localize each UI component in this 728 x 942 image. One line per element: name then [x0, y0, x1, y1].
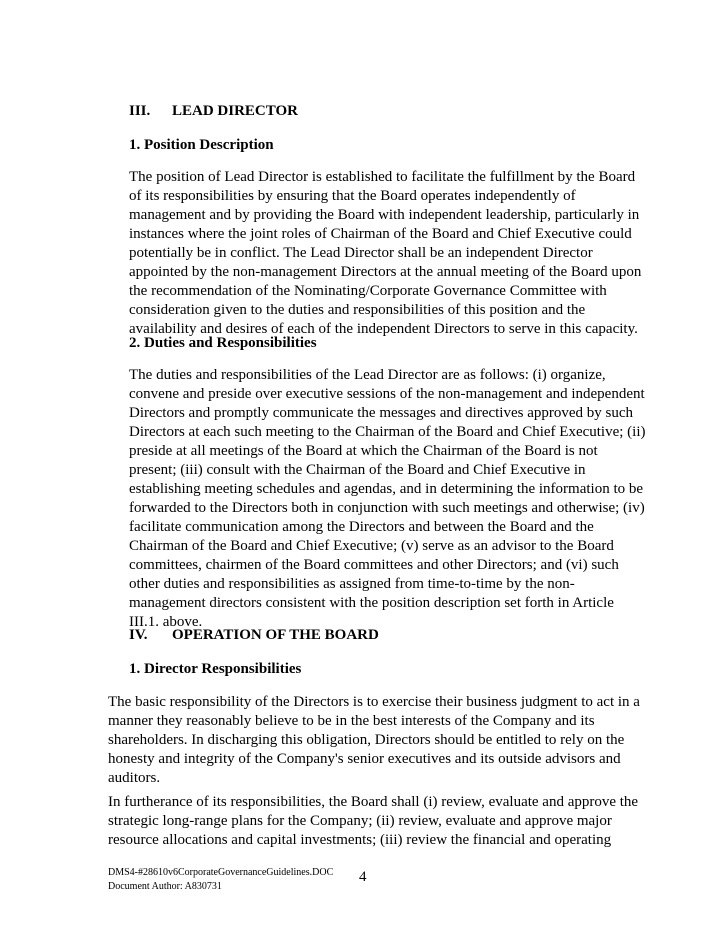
paragraph-line: In furtherance of its responsibilities, the Board shall (i) review, evaluate and approve the: [108, 794, 639, 810]
paragraph-line: the recommendation of the Nominating/Corporate Governance Committee with: [129, 283, 607, 299]
section-3-number: III.: [129, 103, 151, 119]
paragraph-line: resource allocations and capital investments; (iii) review the financial and operating: [108, 832, 612, 848]
section-3-title: LEAD DIRECTOR: [172, 103, 298, 119]
paragraph-line: The basic responsibility of the Directors is to exercise their business judgment to act in a: [108, 694, 640, 710]
paragraph-line: strategic long-range plans for the Company; (ii) review, evaluate and approve major: [108, 813, 612, 829]
page-number: 4: [359, 869, 367, 885]
paragraph-line: management directors consistent with the position description set forth in Article: [129, 595, 614, 611]
section-4-title: OPERATION OF THE BOARD: [172, 627, 379, 643]
subsection-3-1-heading: 1. Position Description: [129, 137, 274, 153]
paragraph-line: Directors and promptly communicate the messages and directives approved by such: [129, 405, 634, 421]
paragraph-line: potentially be in conflict. The Lead Director shall be an independent Director: [129, 245, 593, 261]
footer-doc-id: DMS4-#28610v6CorporateGovernanceGuidelines.DOC: [108, 867, 334, 878]
paragraph-line: auditors.: [108, 770, 161, 786]
section-4-number: IV.: [129, 627, 148, 643]
paragraph-line: committees, chairmen of the Board committees and other Directors; and (vi) such: [129, 557, 619, 573]
paragraph-line: preside at all meetings of the Board at which the Chairman of the Board is not: [129, 443, 598, 459]
paragraph-line: present; (iii) consult with the Chairman of the Board and Chief Executive in: [129, 462, 586, 478]
paragraph-line: III.1. above.: [129, 614, 203, 630]
paragraph-line: honesty and integrity of the Company's senior executives and its outside advisors and: [108, 751, 621, 767]
paragraph-line: management and by providing the Board with independent leadership, particularly in: [129, 207, 640, 223]
paragraph-line: forwarded to the Directors both in conjunction with such meetings and otherwise; (iv): [129, 500, 645, 516]
paragraph-line: facilitate communication among the Directors and between the Board and the: [129, 519, 594, 535]
paragraph-line: The position of Lead Director is established to facilitate the fulfillment by the Board: [129, 169, 636, 185]
paragraph-line: manner they reasonably believe to be in the best interests of the Company and its: [108, 713, 595, 729]
paragraph-line: instances where the joint roles of Chairman of the Board and Chief Executive could: [129, 226, 632, 242]
paragraph-line: shareholders. In discharging this obligation, Directors should be entitled to rely on the: [108, 732, 625, 748]
paragraph-line: Directors at each such meeting to the Chairman of the Board and Chief Executive; (ii): [129, 424, 646, 440]
paragraph-line: establishing meeting schedules and agendas, and in determining the information to be: [129, 481, 644, 497]
subsection-3-2-heading: 2. Duties and Responsibilities: [129, 335, 317, 351]
paragraph-line: Chairman of the Board and Chief Executive; (v) serve as an advisor to the Board: [129, 538, 614, 554]
paragraph-line: availability and desires of each of the independent Directors to serve in this capacity.: [129, 321, 638, 337]
subsection-4-1-heading: 1. Director Responsibilities: [129, 661, 302, 677]
footer-author: Document Author: A830731: [108, 881, 222, 892]
paragraph-line: appointed by the non-management Directors at the annual meeting of the Board upon: [129, 264, 642, 280]
paragraph-line: other duties and responsibilities as assigned from time-to-time by the non-: [129, 576, 575, 592]
paragraph-line: consideration given to the duties and responsibilities of this position and the: [129, 302, 586, 318]
paragraph-line: convene and preside over executive sessions of the non-management and independent: [129, 386, 645, 402]
paragraph-line: The duties and responsibilities of the Lead Director are as follows: (i) organize,: [129, 367, 606, 383]
paragraph-line: of its responsibilities by ensuring that the Board operates independently of: [129, 188, 576, 204]
